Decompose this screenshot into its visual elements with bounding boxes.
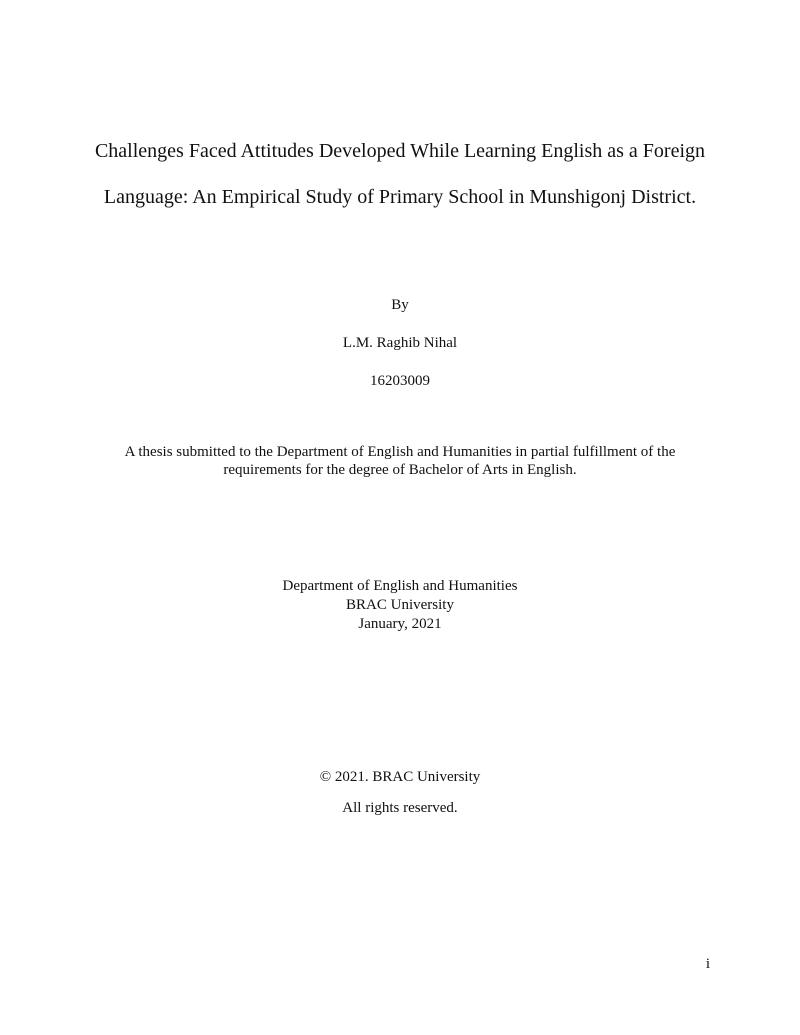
submission-line-1: A thesis submitted to the Department of English and Humanities in partial fulfillment of the	[124, 444, 676, 460]
page-number: i	[705, 956, 710, 972]
thesis-title-line-1: Challenges Faced Attitudes Developed While Learning English as a Foreign	[94, 140, 706, 162]
thesis-title-line-2: Language: An Empirical Study of Primary School in Munshigonj District.	[103, 186, 697, 208]
rights-reserved: All rights reserved.	[342, 800, 458, 816]
author-name: L.M. Raghib Nihal	[342, 335, 458, 351]
student-id: 16203009	[370, 373, 430, 389]
submission-line-2: requirements for the degree of Bachelor of Arts in English.	[223, 462, 577, 478]
university-name: BRAC University	[346, 597, 454, 613]
department-name: Department of English and Humanities	[282, 578, 518, 594]
by-label: By	[391, 297, 409, 313]
submission-date: January, 2021	[358, 616, 442, 632]
copyright-notice: © 2021. BRAC University	[319, 769, 481, 785]
